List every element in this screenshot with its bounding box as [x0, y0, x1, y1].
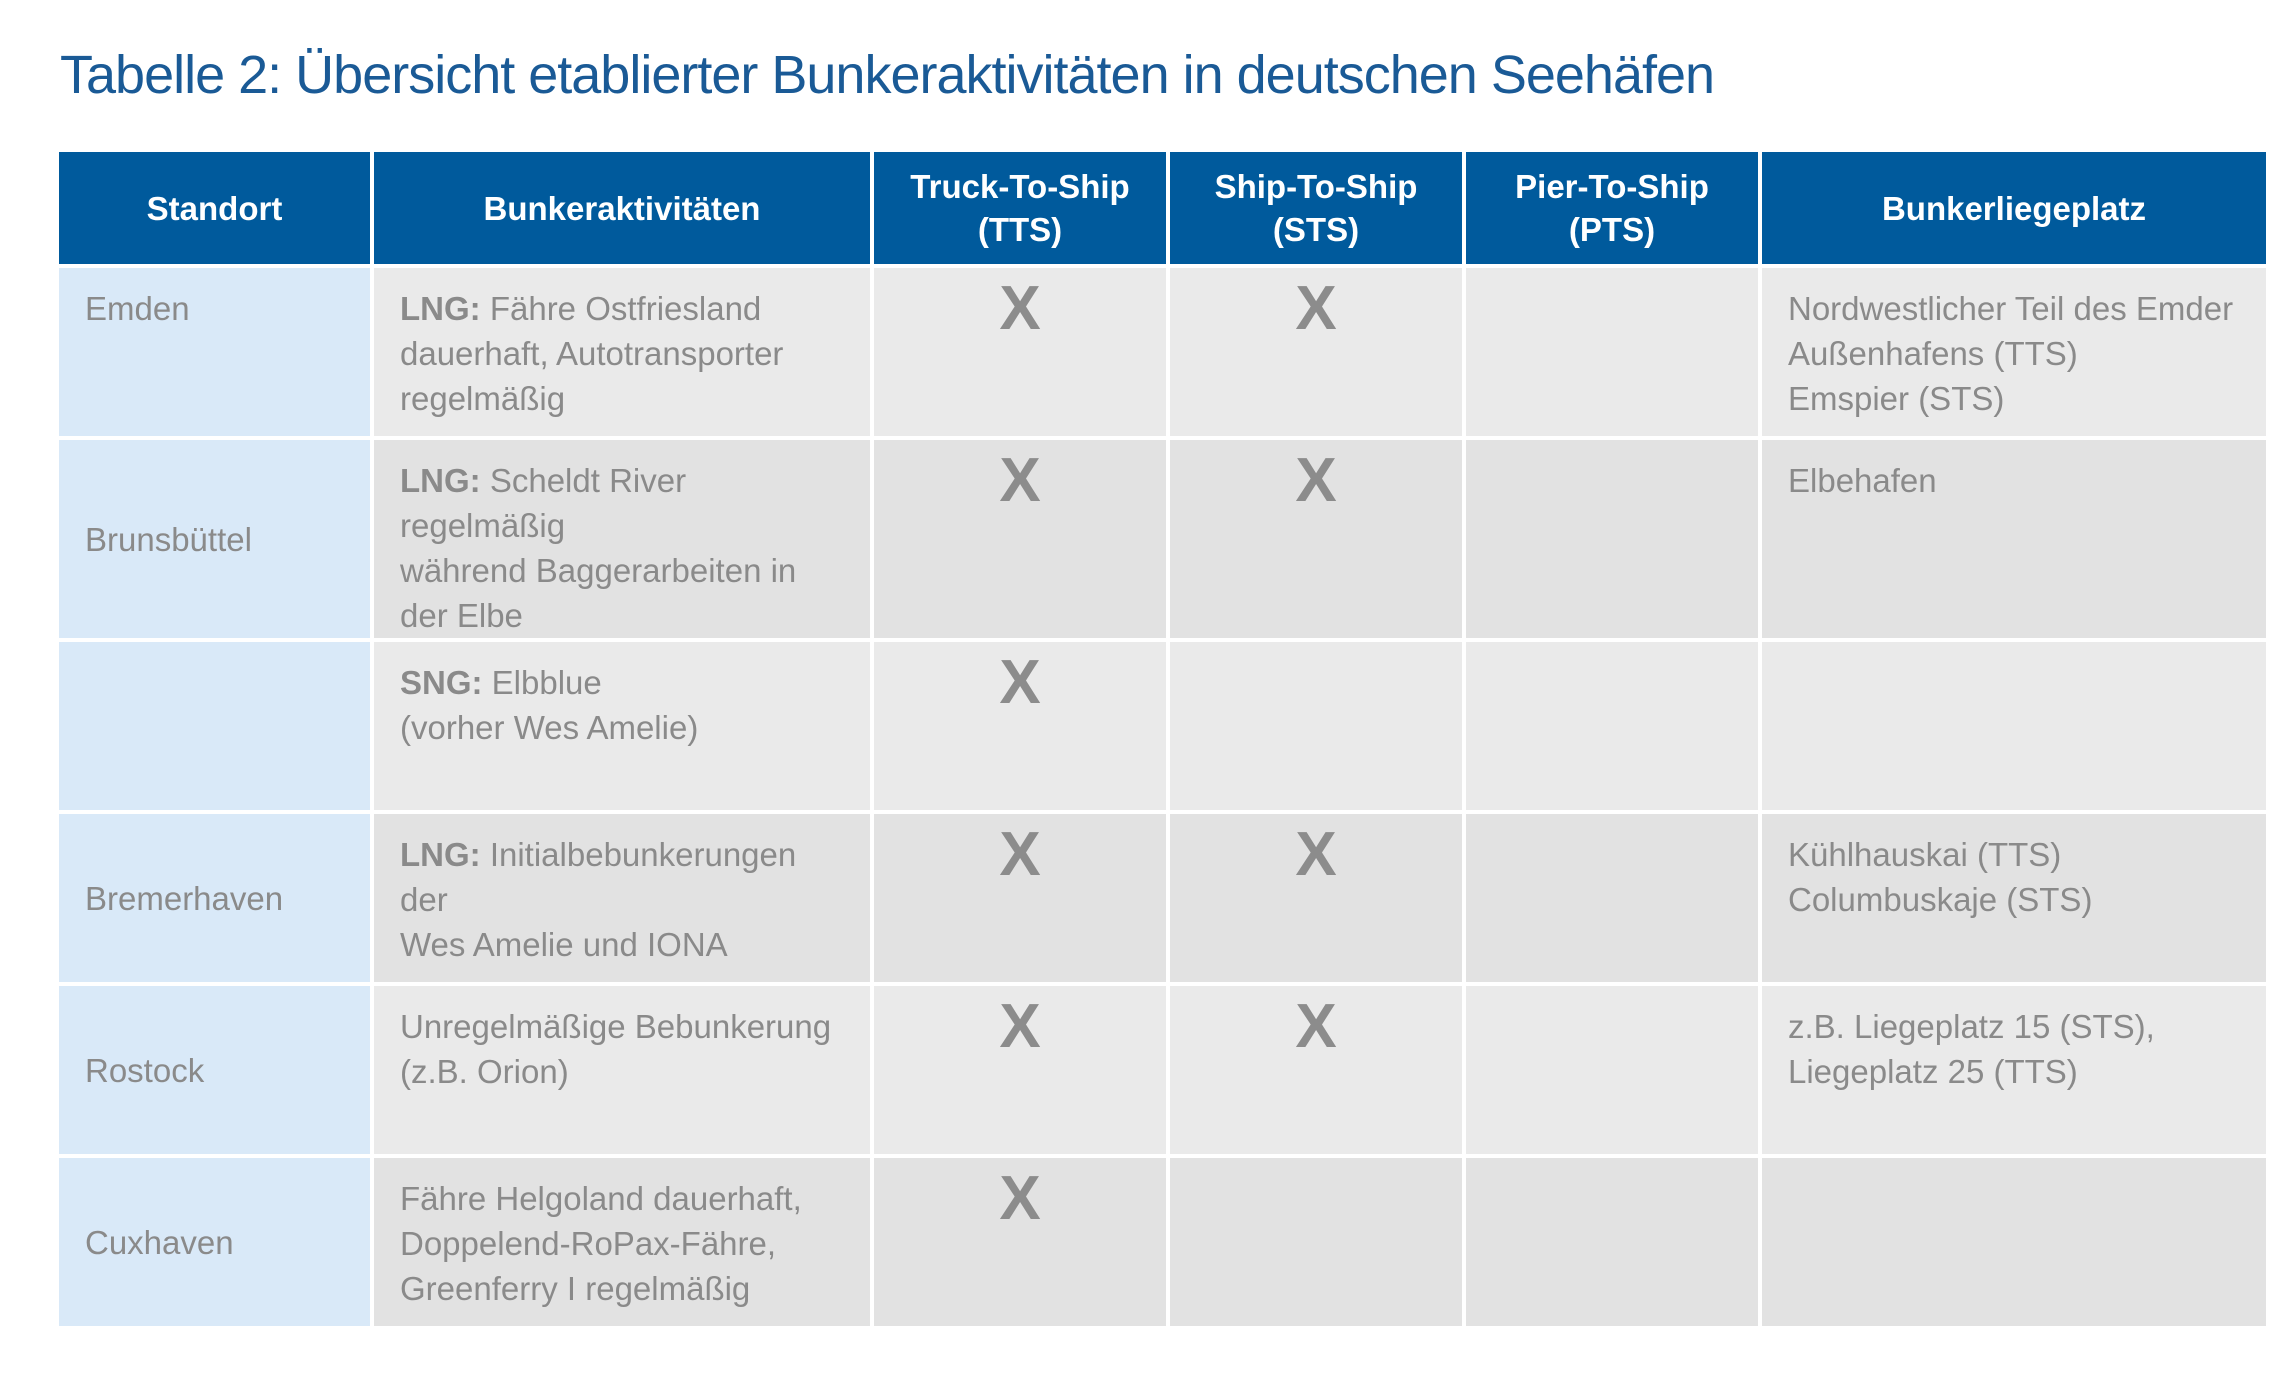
- table-row: [59, 986, 2266, 1154]
- cell-tts: [874, 986, 1166, 1154]
- table-row: [59, 440, 2266, 638]
- liegeplatz-text: Columbuskaje (STS): [1788, 881, 2093, 918]
- liegeplatz-text: Nordwestlicher Teil des Emder: [1788, 290, 2234, 327]
- activity-text: der Elbe: [400, 597, 523, 634]
- cell-sts: [1170, 986, 1462, 1154]
- cell-liegeplatz: [1762, 814, 2266, 982]
- liegeplatz-text: Außenhafens (TTS): [1788, 335, 2078, 372]
- x-mark: X: [1295, 274, 1337, 343]
- fuel-label: SNG:: [400, 664, 483, 701]
- cell-pts: [1466, 986, 1758, 1154]
- activity-text: Greenferry I regelmäßig: [400, 1270, 751, 1307]
- cell-activity: [374, 814, 870, 982]
- cell-standort: Rostock: [59, 986, 370, 1154]
- cell-sts: [1170, 268, 1462, 436]
- cell-tts: [874, 814, 1166, 982]
- cell-tts: [874, 642, 1166, 810]
- fuel-label: LNG:: [400, 290, 481, 327]
- cell-liegeplatz: [1762, 268, 2266, 436]
- liegeplatz-text: Elbehafen: [1788, 462, 1937, 499]
- cell-standort: Cuxhaven: [59, 1158, 370, 1326]
- cell-activity: [374, 268, 870, 436]
- cell-tts: [874, 268, 1166, 436]
- liegeplatz-text: Emspier (STS): [1788, 380, 2005, 417]
- header-ship-to-ship: [1170, 152, 1462, 264]
- x-mark: X: [1295, 446, 1337, 515]
- cell-pts: [1466, 1158, 1758, 1326]
- header-pts-line2: (PTS): [1568, 211, 1656, 248]
- activity-text: Scheldt River regelmäßig: [400, 462, 687, 544]
- cell-liegeplatz: [1762, 1158, 2266, 1326]
- table-header-row: [59, 152, 2266, 264]
- cell-pts: [1466, 814, 1758, 982]
- cell-liegeplatz: [1762, 642, 2266, 810]
- x-mark: X: [999, 446, 1041, 515]
- cell-pts: [1466, 642, 1758, 810]
- table-row: [59, 268, 2266, 436]
- liegeplatz-text: Liegeplatz 25 (TTS): [1788, 1053, 2078, 1090]
- activity-text: dauerhaft, Autotransporter: [400, 335, 784, 372]
- cell-standort: Brunsbüttel: [59, 440, 370, 638]
- activity-text: Doppelend-RoPax-Fähre,: [400, 1225, 777, 1262]
- header-standort: Standort: [59, 152, 370, 264]
- activity-text: Elbblue: [491, 664, 602, 701]
- activity-text: Fähre Helgoland dauerhaft,: [400, 1180, 802, 1217]
- activity-text: Fähre Ostfriesland: [489, 290, 762, 327]
- cell-activity: [374, 1158, 870, 1326]
- x-mark: X: [1295, 820, 1337, 889]
- cell-activity: [374, 986, 870, 1154]
- cell-standort: Emden: [59, 268, 370, 436]
- activity-text: während Baggerarbeiten in: [400, 552, 797, 589]
- table-row: [59, 1158, 2266, 1326]
- cell-pts: [1466, 440, 1758, 638]
- activity-text: regelmäßig: [400, 380, 566, 417]
- header-sts-line1: Ship-To-Ship: [1214, 168, 1418, 205]
- header-tts-line1: Truck-To-Ship: [910, 168, 1130, 205]
- cell-sts: [1170, 1158, 1462, 1326]
- x-mark: X: [999, 992, 1041, 1061]
- header-pier-to-ship: [1466, 152, 1758, 264]
- header-pts-line1: Pier-To-Ship: [1515, 168, 1709, 205]
- bunker-table: [55, 148, 2270, 1330]
- fuel-label: LNG:: [400, 836, 481, 873]
- cell-standort: Bremerhaven: [59, 814, 370, 982]
- header-tts-line2: (TTS): [977, 211, 1063, 248]
- cell-pts: [1466, 268, 1758, 436]
- cell-sts: [1170, 642, 1462, 810]
- cell-activity: [374, 440, 870, 638]
- x-mark: X: [999, 820, 1041, 889]
- activity-text: (z.B. Orion): [400, 1053, 569, 1090]
- page-title: Tabelle 2: Übersicht etablierter Bunkeraktivitäten in deutschen Seehäfen: [60, 45, 1715, 105]
- liegeplatz-text: z.B. Liegeplatz 15 (STS),: [1788, 1008, 2155, 1045]
- cell-tts: [874, 440, 1166, 638]
- cell-sts: [1170, 814, 1462, 982]
- x-mark: X: [999, 648, 1041, 717]
- header-truck-to-ship: [874, 152, 1166, 264]
- x-mark: X: [999, 274, 1041, 343]
- header-bunkeraktivitaeten: Bunkeraktivitäten: [374, 152, 870, 264]
- activity-text: Initialbebunkerungen der: [400, 836, 797, 918]
- cell-liegeplatz: [1762, 986, 2266, 1154]
- x-mark: X: [1295, 992, 1337, 1061]
- table-row: [59, 642, 2266, 810]
- activity-text: Unregelmäßige Bebunkerung: [400, 1008, 832, 1045]
- header-sts-line2: (STS): [1272, 211, 1360, 248]
- cell-tts: [874, 1158, 1166, 1326]
- header-bunkerliegeplatz: Bunkerliegeplatz: [1762, 152, 2266, 264]
- activity-text: Wes Amelie und IONA: [400, 926, 728, 963]
- liegeplatz-text: Kühlhauskai (TTS): [1788, 836, 2062, 873]
- table-row: [59, 814, 2266, 982]
- fuel-label: LNG:: [400, 462, 481, 499]
- cell-sts: [1170, 440, 1462, 638]
- x-mark: X: [999, 1164, 1041, 1233]
- cell-liegeplatz: [1762, 440, 2266, 638]
- activity-text: (vorher Wes Amelie): [400, 709, 699, 746]
- cell-activity: [374, 642, 870, 810]
- cell-standort: [59, 642, 370, 810]
